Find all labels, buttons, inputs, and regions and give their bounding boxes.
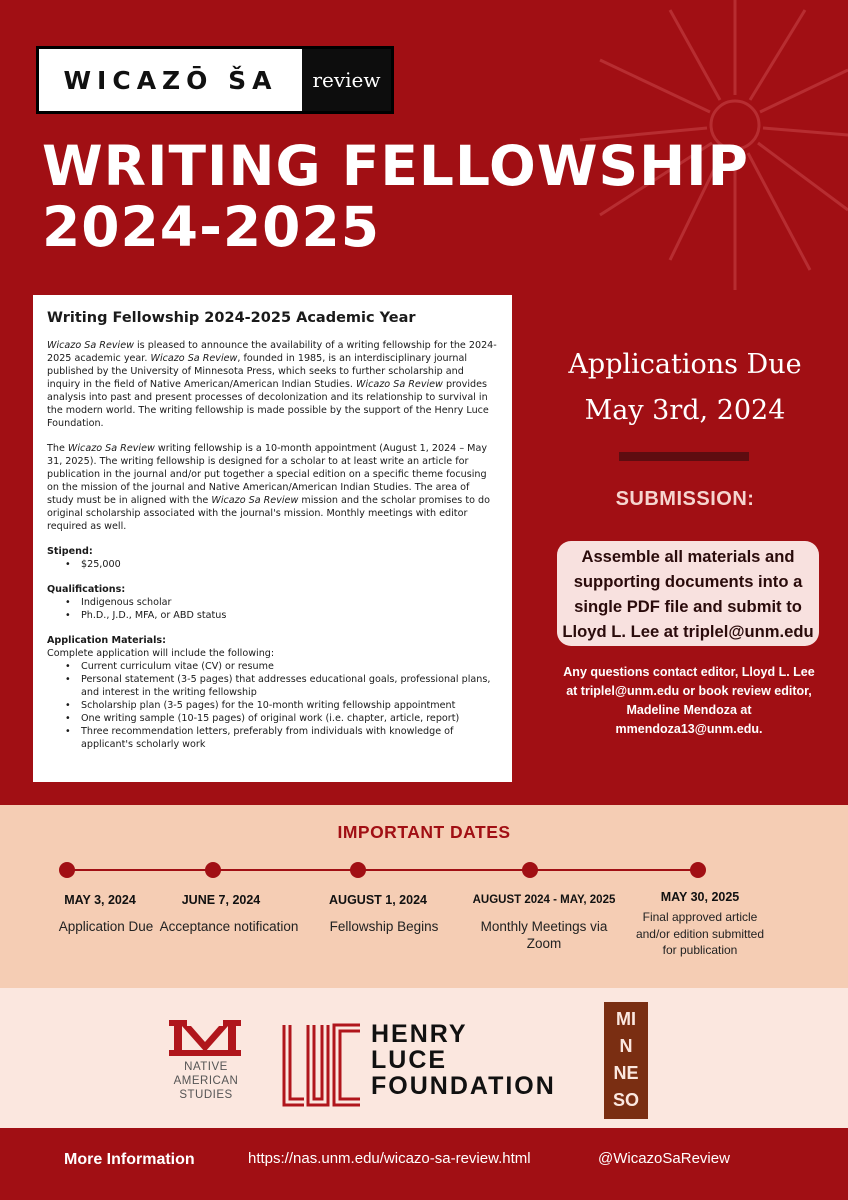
list-item: • $25,000 [47,558,497,571]
unm-department: NATIVE AMERICAN STUDIES [173,1061,239,1101]
journal-logo [36,46,394,114]
stipend-heading: Stipend: [47,546,93,557]
announcement-document [33,295,512,782]
logo-wordmark: WICAZŌ ŠA [39,49,302,111]
stipend-list [47,558,497,571]
timeline-line [67,869,699,871]
logo-tag: review [302,49,391,111]
website-link[interactable]: https://nas.unm.edu/wicazo-sa-review.html [248,1150,531,1167]
materials-heading: Application Materials: [47,635,166,646]
appointment-paragraph: The Wicazo Sa Review writing fellowship is a 10-month appointment (August 1, 2024 – May 31, 2025). The writing fellowship is designed for a scholar to at least write an article for publication in the journal and/or put together a special edition on a specific theme focusing on the mission of the journal and Native American/American Indian Studies. The area of study must be in aligned with the Wicazo Sa Review mission and the scholar promises to do original scholarship associated with the journal's mission. Monthly meetings with editor required as well. [47,443,490,532]
timeline-dot [522,862,538,878]
social-handle[interactable]: @WicazoSaReview [598,1150,730,1167]
applications-due [535,342,835,434]
list-item: • Ph.D., J.D., MFA, or ABD status [47,609,497,622]
footer [0,1128,848,1200]
timeline-dot [690,862,706,878]
document-title: Writing Fellowship 2024-2025 Academic Year [47,310,416,326]
submission-heading: SUBMISSION: [615,488,755,510]
luce-mark-icon [280,1021,364,1109]
timeline-label: Final approved article and/or edition submitted for publication [635,910,765,957]
minnesota-logo: MI N NE SO [604,1002,648,1119]
title-line-2: 2024-2025 [42,195,380,259]
divider-bar [619,452,749,461]
sponsor-logos [0,988,848,1128]
intro-paragraph: Wicazo Sa Review is pleased to announce the availability of a writing fellowship for the 2024-2025 academic year. Wicazo Sa Review, founded in 1985, is an interdisciplinary journal published by the University of Minnesota Press, which seeks to further scholarship and inquiry in the field of Native American/American Indian Studies. Wicazo Sa Review provides analysis into past and present processes of decolonization and its relationship to survival in the modern world. The writing fellowship is made possible by the support of the Henry Luce Foundation. [47,340,497,429]
materials-list [47,660,497,751]
timeline-dot [205,862,221,878]
qualifications-heading: Qualifications: [47,584,126,595]
list-item: • Current curriculum vitae (CV) or resume [47,660,497,673]
unm-logo-icon [165,1016,245,1060]
list-item: • Personal statement (3-5 pages) that addresses educational goals, professional plans, and interest in the writing fellowship [47,673,497,699]
dates-heading: IMPORTANT DATES [337,822,511,842]
timeline-dot [59,862,75,878]
submission-instructions: Assemble all materials and supporting documents into a single PDF file and submit to Lloyd L. Lee at triplel@unm.edu [557,541,819,646]
due-date: May 3rd, 2024 [584,395,786,426]
title-line-1: WRITING FELLOWSHIP [42,134,749,198]
list-item: • One writing sample (10-15 pages) of original work (i.e. chapter, article, report) [47,712,497,725]
list-item: • Three recommendation letters, preferably from individuals with knowledge of applicant's scholarly work [47,725,497,751]
qualifications-list [47,596,497,622]
timeline-label: Acceptance notification [159,919,299,934]
timeline-label: Application Due [58,919,154,934]
timeline-date: AUGUST 1, 2024 [329,893,427,907]
timeline-label: Fellowship Begins [329,919,439,934]
materials-intro: Complete application will include the following: [47,648,275,659]
timeline-label: Monthly Meetings via Zoom [480,919,608,951]
list-item: • Scholarship plan (3-5 pages) for the 10-month writing fellowship appointment [47,699,497,712]
list-item: • Indigenous scholar [47,596,497,609]
timeline-date: AUGUST 2024 - MAY, 2025 [472,894,616,906]
due-label: Applications Due [568,349,802,380]
important-dates-section [0,805,848,988]
page-title [42,136,749,258]
timeline-date: MAY 30, 2025 [660,890,740,904]
timeline-date: JUNE 7, 2024 [181,893,261,907]
timeline-date: MAY 3, 2024 [64,893,136,907]
more-info-label: More Information [64,1151,195,1168]
luce-foundation-name: HENRY LUCE FOUNDATION [371,1020,556,1100]
timeline-dot [350,862,366,878]
contact-info: Any questions contact editor, Lloyd L. Lee at triplel@unm.edu or book review editor, Madeline Mendoza at mmendoza13@unm.edu. [563,665,815,736]
